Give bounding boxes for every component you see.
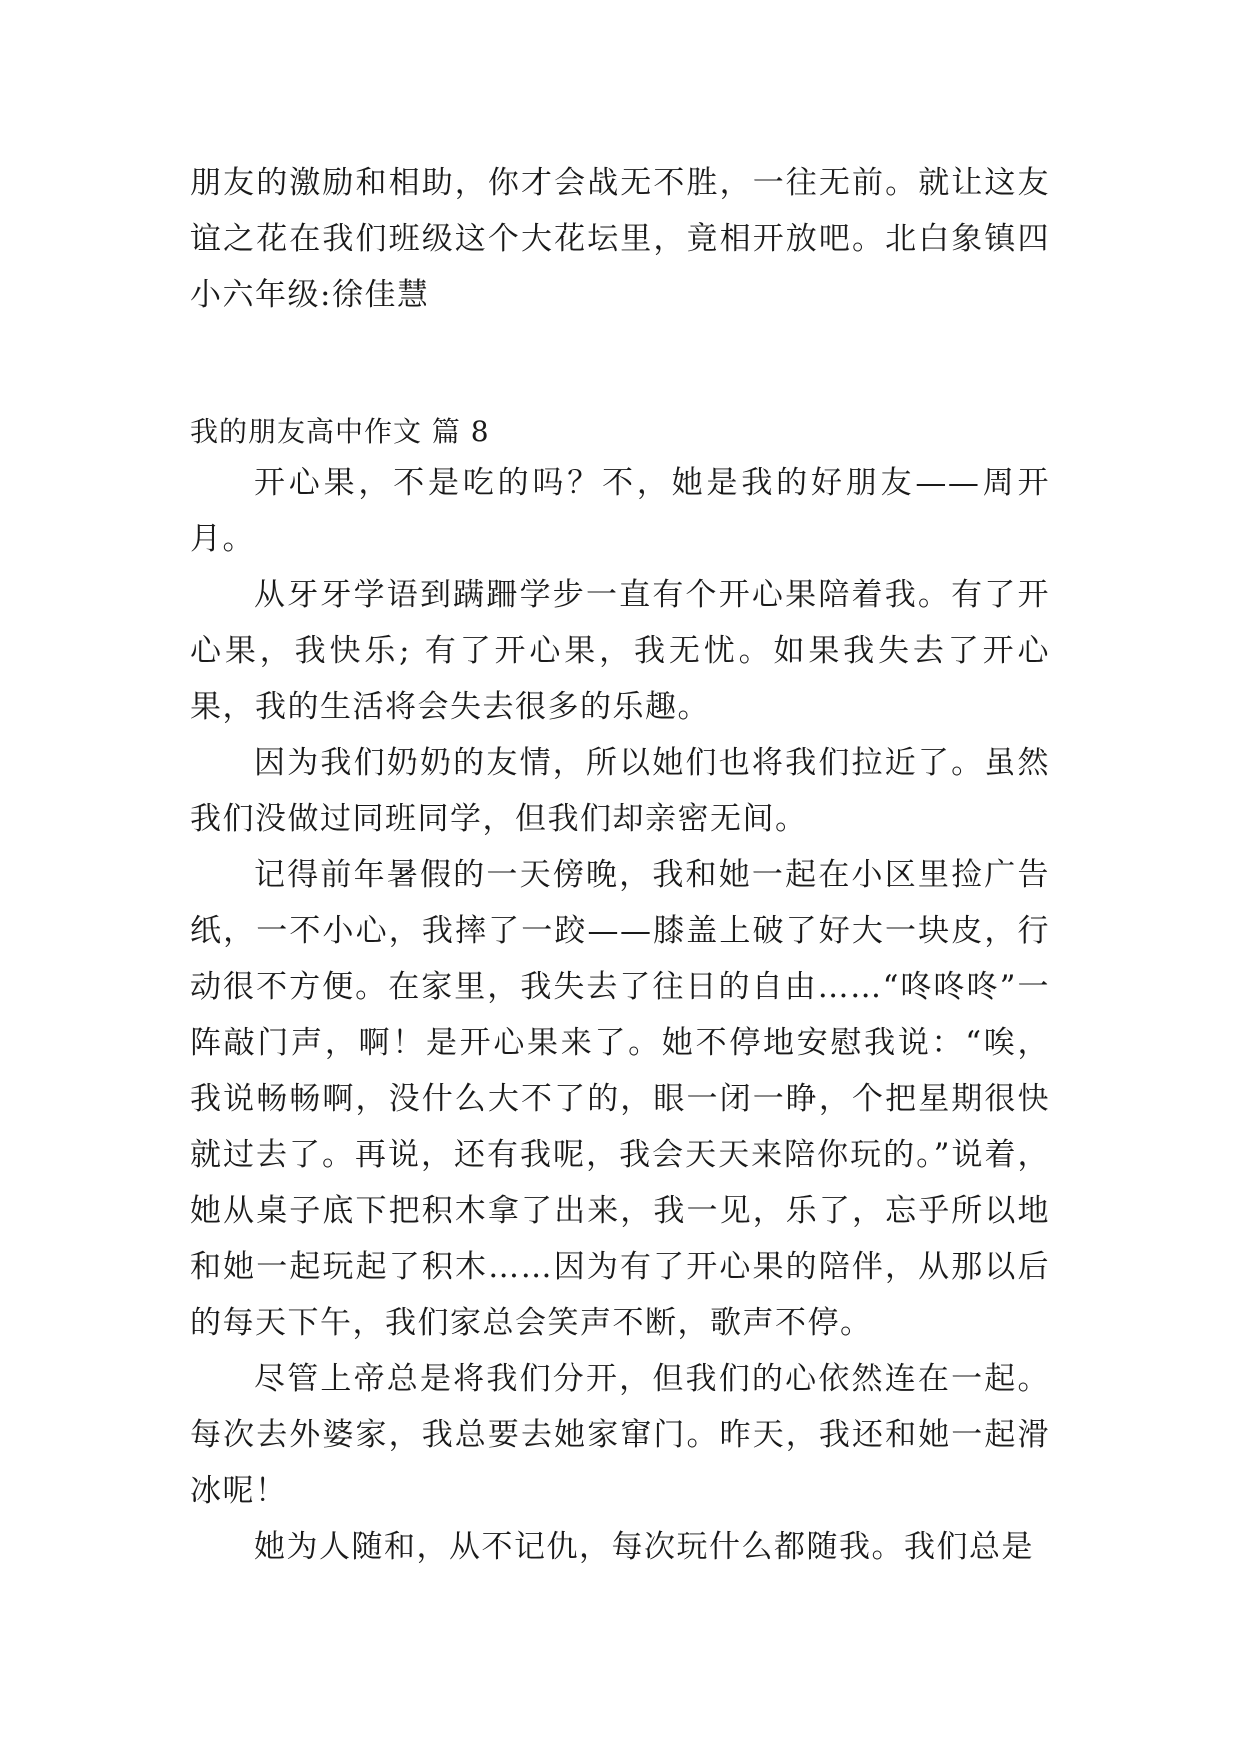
paragraph-4: 记得前年暑假的一天傍晚，我和她一起在小区里捡广告纸，一不小心，我摔了一跤——膝盖上破了好大一块皮，行动很不方便。在家里，我失去了往日的自由……“咚咚咚”一阵敲门声，啊！是开心果来了。她不停地安慰我说：“唉，我说畅畅啊，没什么大不了的，眼一闭一睁，个把星期很快就过去了。再说，还有我呢，我会天天来陪你玩的。”说着，她从桌子底下把积木拿了出来，我一见，乐了，忘乎所以地和她一起玩起了积木……因为有了开心果的陪伴，从那以后的每天下午，我们家总会笑声不断，歌声不停。: [190, 857, 1050, 1341]
paragraph-1: 开心果，不是吃的吗？不，她是我的好朋友——周开月。: [190, 465, 1050, 557]
intro-paragraph: 朋友的激励和相助，你才会战无不胜，一往无前。就让这友谊之花在我们班级这个大花坛里，竟相开放吧。北白象镇四小六年级:徐佳慧: [190, 165, 1050, 313]
section-spacer: [190, 323, 1050, 363]
section-title: 我的朋友高中作文 篇 8: [190, 415, 490, 448]
paragraph-3: 因为我们奶奶的友情，所以她们也将我们拉近了。虽然我们没做过同班同学，但我们却亲密无间。: [190, 745, 1050, 837]
paragraph-5: 尽管上帝总是将我们分开，但我们的心依然连在一起。每次去外婆家，我总要去她家窜门。昨天，我还和她一起滑冰呢！: [190, 1361, 1050, 1509]
paragraph-6: 她为人随和，从不记仇，每次玩什么都随我。我们总是: [254, 1529, 1034, 1565]
paragraph-2: 从牙牙学语到蹒跚学步一直有个开心果陪着我。有了开心果，我快乐; 有了开心果，我无忧。如果我失去了开心果，我的生活将会失去很多的乐趣。: [190, 577, 1050, 725]
document-body: [190, 155, 1050, 1575]
